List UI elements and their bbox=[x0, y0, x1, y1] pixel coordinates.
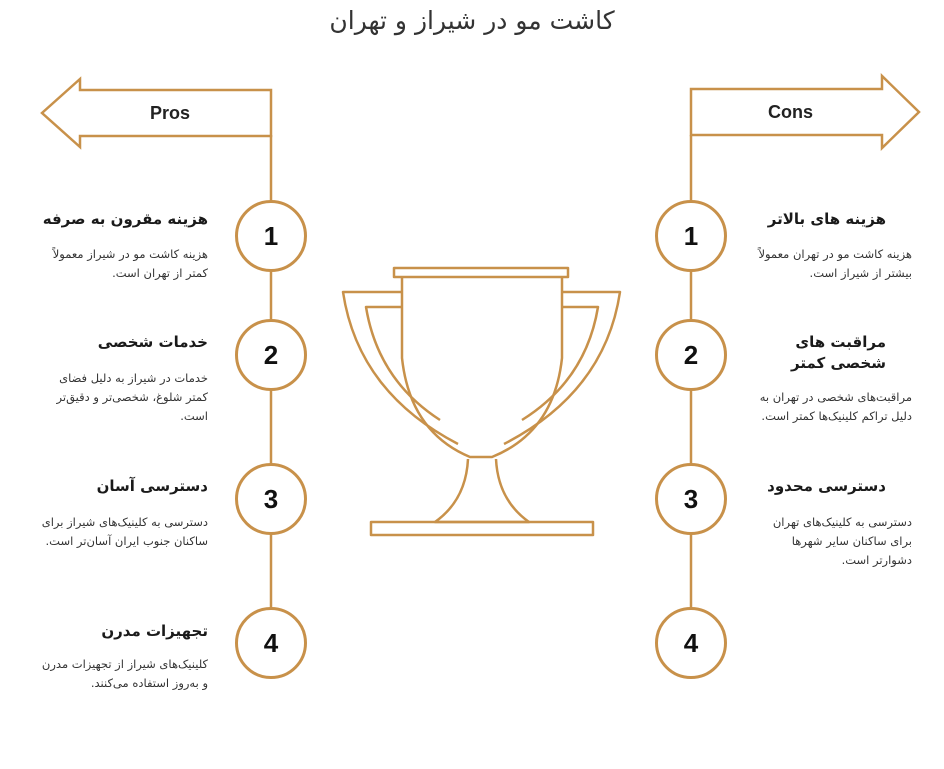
pros-item-3-desc: دسترسی به کلینیک‌های شیراز برای ساکنان جنوب ایران آسان‌تر است. bbox=[41, 515, 208, 548]
cons-item-1-desc: هزینه کاشت مو در تهران معمولاً بیشتر از شیراز است. bbox=[758, 247, 912, 280]
cons-step-4: 4 bbox=[655, 607, 727, 679]
cons-step-1: 1 bbox=[655, 200, 727, 272]
cons-item-1-title: هزینه های بالاتر bbox=[767, 210, 886, 228]
page-title: کاشت مو در شیراز و تهران bbox=[329, 6, 615, 35]
pros-item-2-title: خدمات شخصی bbox=[97, 333, 208, 351]
pros-item-1-desc: هزینه کاشت مو در شیراز معمولاً کمتر از تهران است. bbox=[52, 247, 208, 280]
pros-step-3: 3 bbox=[235, 463, 307, 535]
cons-item-2-title: مراقبت های شخصی کمتر bbox=[791, 333, 886, 372]
pros-item-4-title: تجهیزات مدرن bbox=[101, 622, 208, 640]
cons-step-2: 2 bbox=[655, 319, 727, 391]
pros-step-1: 1 bbox=[235, 200, 307, 272]
cons-item-3-title: دسترسی محدود bbox=[767, 477, 886, 495]
trophy-icon bbox=[343, 268, 620, 535]
cons-step-3: 3 bbox=[655, 463, 727, 535]
pros-item-1-title: هزینه مقرون به صرفه bbox=[42, 210, 208, 228]
cons-item-3-desc: دسترسی به کلینیک‌های تهران برای ساکنان سایر شهرها دشوارتر است. bbox=[772, 515, 912, 567]
pros-step-4: 4 bbox=[235, 607, 307, 679]
pros-step-2: 2 bbox=[235, 319, 307, 391]
pros-label: Pros bbox=[150, 103, 191, 123]
pros-item-3-title: دسترسی آسان bbox=[96, 477, 208, 495]
pros-item-4-desc: کلینیک‌های شیراز از تجهیزات مدرن و به‌روز استفاده می‌کنند. bbox=[41, 657, 208, 690]
cons-label: Cons bbox=[768, 102, 813, 122]
pros-item-2-desc: خدمات در شیراز به دلیل فضای کمتر شلوغ، شخصی‌تر و دقیق‌تر است. bbox=[56, 371, 208, 423]
cons-item-2-desc: مراقبت‌های شخصی در تهران به دلیل تراکم کلینیک‌ها کمتر است. bbox=[759, 390, 912, 423]
